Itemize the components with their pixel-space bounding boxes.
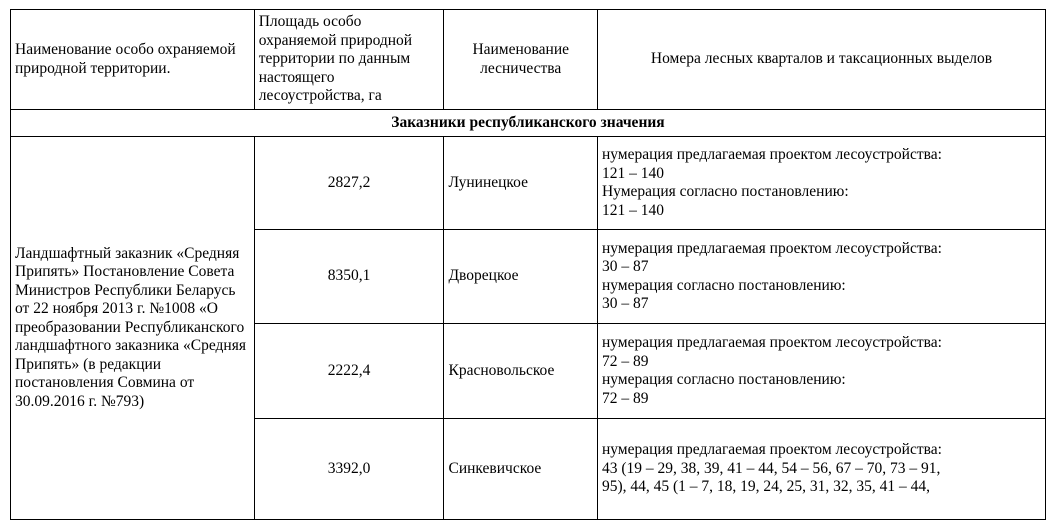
header-forestry-cell: Наименование лесничества — [444, 10, 597, 110]
section-row — [11, 110, 1046, 137]
numbers-line: 72 – 89 — [601, 352, 649, 370]
forestry-cell: Красновольское — [444, 324, 597, 419]
numbers-line: нумерация предлагаемая проектом лесоустройства: — [601, 239, 942, 257]
numbers-line: 30 – 87 — [601, 295, 649, 312]
numbers-line: 43 (19 – 29, 38, 39, 41 – 44, 54 – 56, 67 – 70, 73 – 91, — [601, 459, 941, 477]
numbers-line: нумерация предлагаемая проектом лесоустройства: — [601, 146, 942, 163]
header-area-cell: Площадь особо охраняемой природной территории по данным настоящего лесоустройства, га — [254, 10, 444, 110]
numbers-line: 95), 44, 45 (1 – 7, 18, 19, 24, 25, 31, 32, 35, 41 – 44, — [601, 478, 931, 496]
numbers-line: нумерация согласно постановлению: — [601, 371, 846, 388]
forestry-cell: Синкевичское — [444, 419, 597, 520]
numbers-line: 30 – 87 — [601, 258, 649, 275]
table-row — [11, 137, 1046, 230]
header-numbers-cell: Номера лесных кварталов и таксационных выделов — [597, 10, 1045, 110]
numbers-cell — [597, 137, 1045, 230]
area-cell: 2827,2 — [254, 137, 444, 230]
numbers-line: 72 – 89 — [601, 389, 649, 407]
header-name-cell: Наименование особо охраняемой природной территории. — [11, 10, 255, 110]
numbers-line: 121 – 140 — [601, 164, 664, 182]
forestry-cell: Лунинецкое — [444, 137, 597, 230]
area-cell: 3392,0 — [254, 419, 444, 520]
table-header-row — [11, 10, 1046, 110]
reserve-name-cell: Ландшафтный заказник «Средняя Припять» Постановление Совета Министров Республики Беларусь от 22 ноября 2013 г. №1008 «О преобразовании Республиканского ландшафтного заказника «Средняя Припять» (в редакции постановления Совмина от 30.09.2016 г. №793) — [11, 137, 255, 520]
numbers-cell — [597, 419, 1045, 520]
numbers-line: нумерация согласно постановлению: — [601, 276, 846, 294]
area-cell: 2222,4 — [254, 324, 444, 419]
forestry-cell: Дворецкое — [444, 230, 597, 324]
numbers-line: 121 – 140 — [601, 201, 664, 219]
numbers-line: нумерация предлагаемая проектом лесоустройства: — [601, 441, 942, 459]
area-cell: 8350,1 — [254, 230, 444, 324]
numbers-cell — [597, 230, 1045, 324]
section-title: Заказники республиканского значения — [11, 110, 1046, 137]
numbers-cell — [597, 324, 1045, 419]
forest-reserve-table — [10, 9, 1046, 520]
numbers-line: нумерация предлагаемая проектом лесоустройства: — [601, 334, 942, 351]
numbers-line: Нумерация согласно постановлению: — [601, 183, 849, 200]
